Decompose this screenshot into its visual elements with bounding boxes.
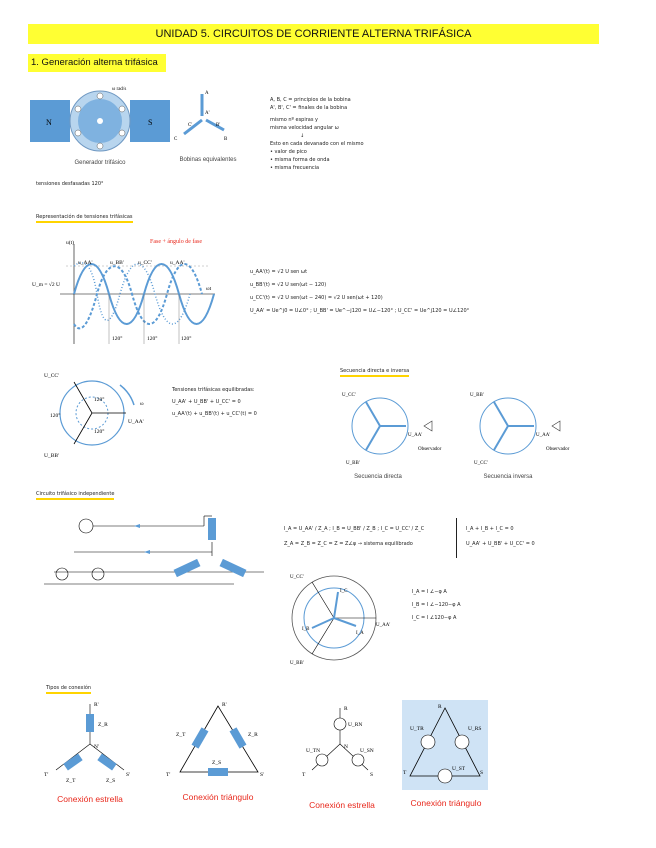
equation-line: I_C = I ∠120−φ A [412,615,457,621]
z-label: Z_R [98,722,108,728]
note-line: misma velocidad angular ω [270,125,339,131]
wave-label: u_BB' [110,260,124,266]
z-label: Z_T [176,732,186,738]
node-label: S' [260,772,265,778]
wave-label: u_AA' [78,260,93,266]
z-label: Z_S [106,778,116,784]
bracket [456,518,460,558]
note-line: U_AA' + U_BB' + U_CC' = 0 [172,399,241,405]
note-line: • misma frecuencia [270,165,320,171]
phasor-label: I_B [302,627,310,632]
note-tensiones: tensiones desfasadas 120° [36,181,104,187]
source-label: U_RN [348,722,363,728]
z-label: Z_R [248,732,258,738]
observer-label: Observador [546,447,570,452]
svg-text:C: C [174,137,178,142]
wave-label: u_CC' [138,260,152,266]
phasor-label: U_CC' [44,373,60,379]
note-line: • misma forma de onda [270,157,330,163]
equations-wave [250,266,469,318]
angle-label: 120° [94,397,105,403]
phasor-label: U_BB' [44,453,60,459]
sequence-direct-diagram [338,384,448,470]
eye-icon [552,421,560,431]
node-label: S [480,770,484,776]
page-title: UNIDAD 5. CIRCUITOS DE CORRIENTE ALTERNA TRIFÁSICA [28,24,599,44]
caption-star-1: Conexión estrella [57,794,123,804]
connection-delta-impedance [164,700,274,780]
waveform-plot [30,236,220,348]
phasor-label: U_BB' [346,461,360,466]
node-label: R [344,706,348,712]
note-line: A, B, C = principios de la bobina [270,97,351,103]
source-label: U_ST [452,766,466,772]
heading-representacion: Representación de tensiones trifásicas [36,213,133,223]
equation-line: u_CC'(t) = √2 U sen(ωt − 240) = √2 U sen(ωt + 120) [250,295,383,301]
angle-label: 120° [50,413,61,419]
phasor-diagram-2 [282,568,392,668]
fase-label: Fase + ángulo de fase [150,239,203,245]
equation-line: u_BB'(t) = √2 U sen(ωt − 120) [250,282,327,288]
angle-label: 120° [94,429,105,435]
circuit-diagram [34,506,274,594]
equation-line: I_A + I_B + I_C = 0 [466,526,514,532]
wave-label: u_AA' [170,260,185,266]
connection-star-source [296,704,386,784]
notes-equilibradas [172,384,257,420]
bracket-equations [466,522,535,552]
eye-icon [424,421,432,431]
x-axis-label: ωt [206,286,212,292]
generator-diagram [30,82,170,157]
heading-circuito: Circuito trifásico independiente [36,490,114,500]
pole-n-label: N [46,118,52,127]
seq-inverse-caption: Secuencia inversa [483,474,533,480]
node-label: T [302,772,306,778]
sequence-inverse-diagram [466,384,576,470]
node-label: R' [222,702,227,708]
umax-label: U_m = √2 U [32,282,60,288]
phasor-label: U_CC' [342,393,356,398]
phasor-label: I_C [340,589,348,594]
equation-line: I_B = I ∠−120−φ A [412,602,461,608]
equation-line: U_AA' + U_BB' + U_CC' = 0 [466,541,535,547]
connection-star-impedance [40,698,140,788]
note-line: • valor de pico [270,149,307,155]
coils-diagram [172,86,232,148]
source-label: U_TR [410,726,424,732]
phasor-label: U_AA' [536,433,551,438]
node-label: R' [94,702,99,708]
node-label: R [438,704,442,710]
svg-text:C': C' [188,123,193,128]
note-line: A', B', C' = finales de la bobina [270,105,348,111]
caption-delta-2: Conexión triángulo [410,798,482,808]
omega-label: ω rad/s [112,87,127,92]
node-label: T' [166,772,171,778]
phasor-label: I_A [356,631,364,636]
y-axis-label: u(t) [66,240,74,246]
z-label: Z_S [212,760,222,766]
omega-label: ω [140,401,144,407]
currents-list [412,586,461,625]
equation-line: I_A = U_AA' / Z_A ; I_B = U_BB' / Z_B ; I_C = U_CC' / Z_C [284,526,425,532]
equation-line: U_AA' = Ue^j0 = U∠0° ; U_BB' = Ue^−j120 = U∠−120° ; U_CC' = Ue^j120 = U∠120° [250,308,470,314]
caption-star-2: Conexión estrella [309,800,375,810]
phasor-label: U_AA' [128,419,144,425]
svg-text:B': B' [216,123,221,128]
svg-text:B: B [224,137,228,142]
note-line: u_AA'(t) + u_BB'(t) + u_CC'(t) = 0 [172,411,257,417]
phasor-label: U_CC' [474,461,488,466]
source-label: U_TN [306,748,321,754]
heading-secuencia: Secuencia directa e inversa [340,367,409,377]
source-label: U_SN [360,748,374,754]
node-label: N' [94,744,99,750]
interval-label: 120° [181,336,192,342]
phasor-label: U_AA' [408,433,423,438]
note-line: Esto en cada devanado con el mismo [270,141,364,147]
observer-label: Observador [418,447,442,452]
pole-s-label: S [148,118,153,127]
note-line: mismo nº espiras y [270,117,319,123]
coils-caption: Bobinas equivalentes [179,157,237,163]
note-line: Tensiones trifásicas equilibradas: [172,387,255,393]
node-label: S' [126,772,131,778]
node-label: T' [44,772,49,778]
equation-line: I_A = I ∠−φ A [412,589,447,595]
phasor-label: U_BB' [290,661,304,666]
note-line: ↓ [300,133,305,139]
connection-delta-source [402,700,488,790]
equation-line: u_AA'(t) = √2 U sen ωt [250,269,308,275]
interval-label: 120° [112,336,123,342]
phasor-label: U_AA' [376,623,391,628]
source-label: U_RS [468,726,482,732]
seq-direct-caption: Secuencia directa [354,474,402,480]
equation-line: Z_A = Z_B = Z_C = Z = Z∠φ → sistema equilibrado [284,541,413,547]
heading-tipos: Tipos de conexión [46,684,91,694]
z-label: Z_T [66,778,76,784]
notes-top [270,96,364,172]
phasor-diagram-1 [30,365,160,465]
section-heading-1: 1. Generación alterna trifásica [28,54,166,72]
node-label: N [344,744,348,750]
svg-text:A': A' [205,111,210,116]
caption-delta-1: Conexión triángulo [182,792,254,802]
generator-caption: Generador trifásico [74,160,126,166]
phasor-label: U_BB' [470,393,484,398]
phasor-label: U_CC' [290,575,304,580]
node-label: S [370,772,374,778]
interval-label: 120° [147,336,158,342]
svg-text:A: A [205,91,209,96]
node-label: T [403,770,407,776]
circuit-equations [284,522,424,552]
